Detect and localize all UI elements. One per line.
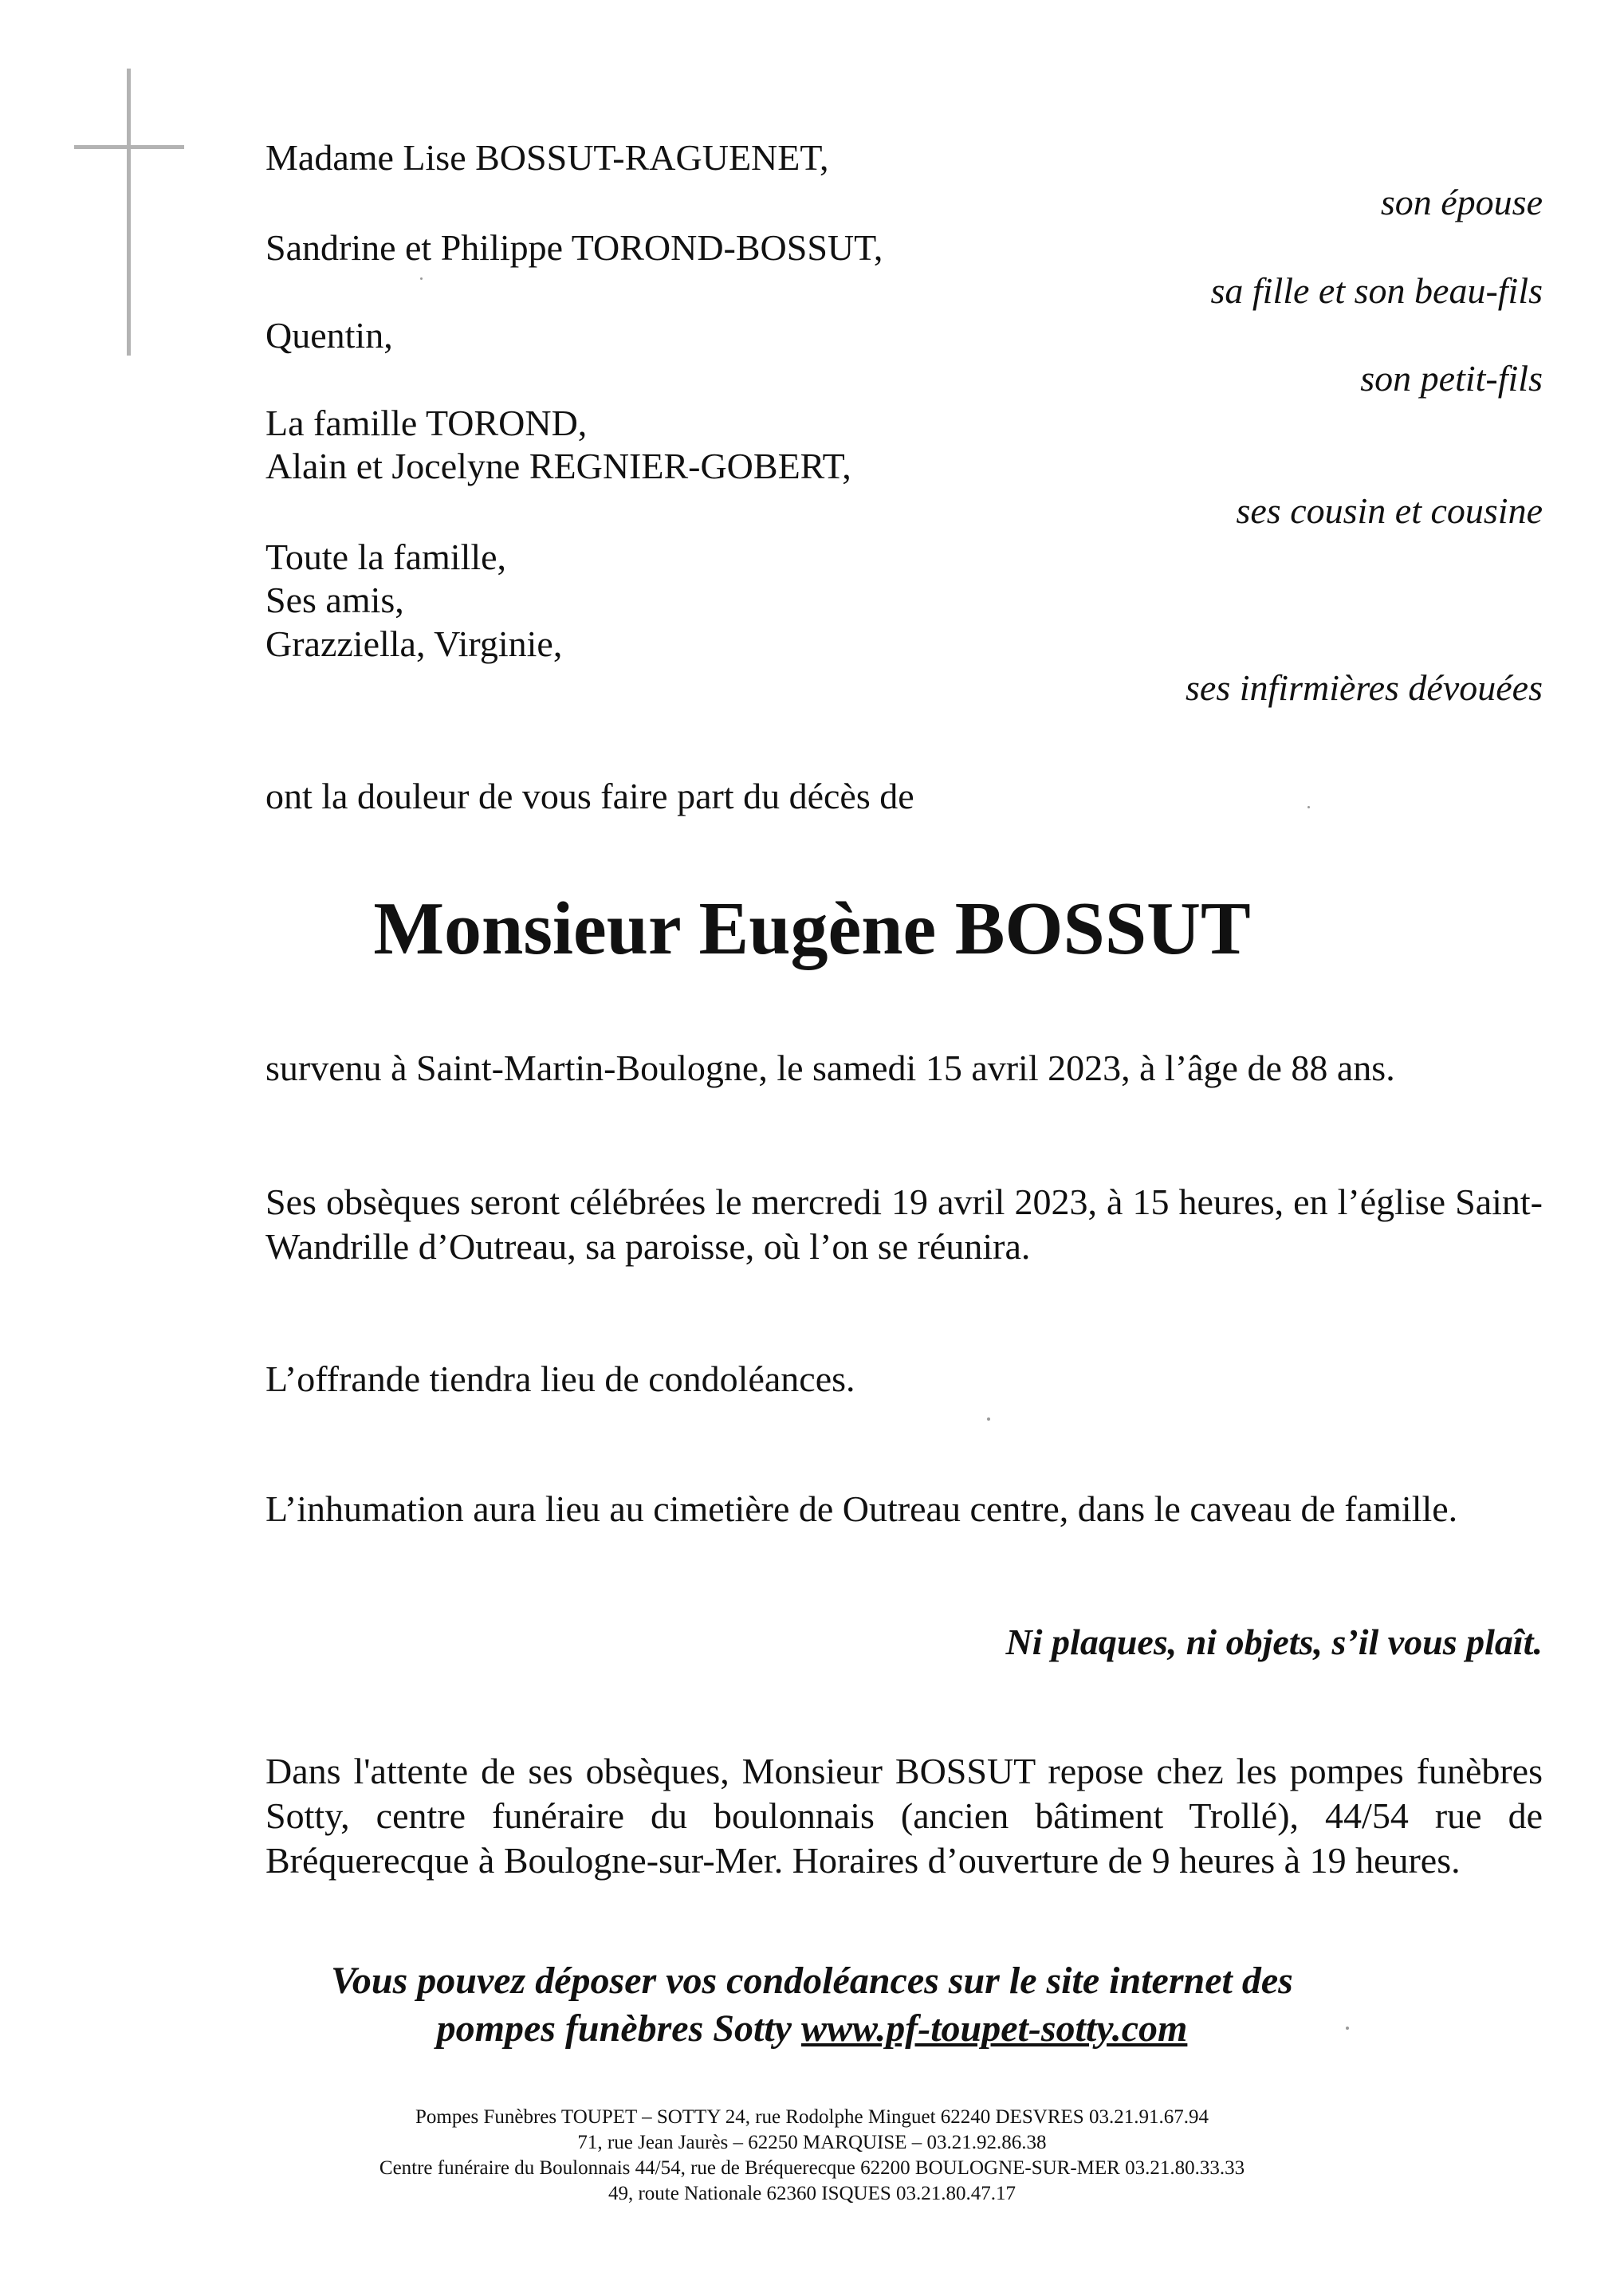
cross-icon-horizontal bbox=[74, 145, 184, 149]
offering-text: L’offrande tiendra lieu de condoléances. bbox=[265, 1358, 855, 1399]
relation-daughter: sa fille et son beau-fils bbox=[1210, 270, 1543, 311]
cross-icon-vertical bbox=[127, 69, 131, 356]
resting-details: Dans l'attente de ses obsèques, Monsieur BOSSUT repose chez les pompes funèbres Sotty, centre funéraire du boulonnais (ancien bâtiment Trollé), 44/54 rue de Bréquerecque à Boulogne-sur-Mer. Horaires d’ouverture de 9 heures à 19 heures. bbox=[265, 1751, 1543, 1881]
condolences-line-2 bbox=[0, 2005, 1624, 2053]
scan-speck bbox=[1307, 806, 1310, 808]
relation-nurses: ses infirmières dévouées bbox=[1186, 667, 1543, 708]
family-name-torond: La famille TOROND, bbox=[265, 403, 588, 443]
family-name-daughter: Sandrine et Philippe TOROND-BOSSUT, bbox=[265, 227, 883, 268]
family-name-friends: Ses amis, bbox=[265, 580, 404, 620]
condolences-notice bbox=[0, 1957, 1624, 2053]
deceased-name: Monsieur Eugène BOSSUT bbox=[373, 887, 1251, 970]
relation-spouse: son épouse bbox=[1380, 182, 1543, 222]
footer-line-1: Pompes Funèbres TOUPET – SOTTY 24, rue Rodolphe Minguet 62240 DESVRES 03.21.91.67.94 bbox=[415, 2106, 1209, 2128]
condolences-website-link[interactable]: www.pf-toupet-sotty.com bbox=[800, 2007, 1188, 2050]
scan-speck bbox=[420, 277, 423, 280]
scan-speck bbox=[987, 1417, 990, 1421]
footer-addresses bbox=[0, 2105, 1624, 2207]
relation-cousins: ses cousin et cousine bbox=[1236, 490, 1543, 531]
footer-line-3: Centre funéraire du Boulonnais 44/54, rue de Bréquerecque 62200 BOULOGNE-SUR-MER 03.21.80.33.33 bbox=[379, 2157, 1245, 2179]
no-flowers-note: Ni plaques, ni objets, s’il vous plaît. bbox=[1005, 1622, 1543, 1662]
family-name-regnier: Alain et Jocelyne REGNIER-GOBERT, bbox=[265, 446, 851, 486]
family-name-nurses: Grazziella, Virginie, bbox=[265, 623, 563, 664]
footer-line-2: 71, rue Jean Jaurès – 62250 MARQUISE – 03.21.92.86.38 bbox=[577, 2132, 1047, 2153]
family-name-grandson: Quentin, bbox=[265, 315, 393, 356]
funeral-details: Ses obsèques seront célébrées le mercredi 19 avril 2023, à 15 heures, en l’église Saint-Wandrille d’Outreau, sa paroisse, où l’on se réunira. bbox=[265, 1181, 1543, 1267]
family-name-all: Toute la famille, bbox=[265, 537, 507, 577]
death-details: survenu à Saint-Martin-Boulogne, le samedi 15 avril 2023, à l’âge de 88 ans. bbox=[265, 1048, 1395, 1088]
scan-speck bbox=[1346, 2027, 1349, 2030]
announcement-text: ont la douleur de vous faire part du décès de bbox=[265, 776, 914, 816]
family-name-spouse: Madame Lise BOSSUT-RAGUENET, bbox=[265, 137, 829, 178]
condolences-line-1: Vous pouvez déposer vos condoléances sur le site internet des bbox=[331, 1960, 1293, 2002]
relation-grandson: son petit-fils bbox=[1360, 358, 1543, 399]
burial-text: L’inhumation aura lieu au cimetière de Outreau centre, dans le caveau de famille. bbox=[265, 1488, 1458, 1529]
footer-line-4: 49, route Nationale 62360 ISQUES 03.21.80.47.17 bbox=[608, 2183, 1016, 2204]
condolences-line-2-prefix: pompes funèbres Sotty bbox=[436, 2007, 792, 2050]
